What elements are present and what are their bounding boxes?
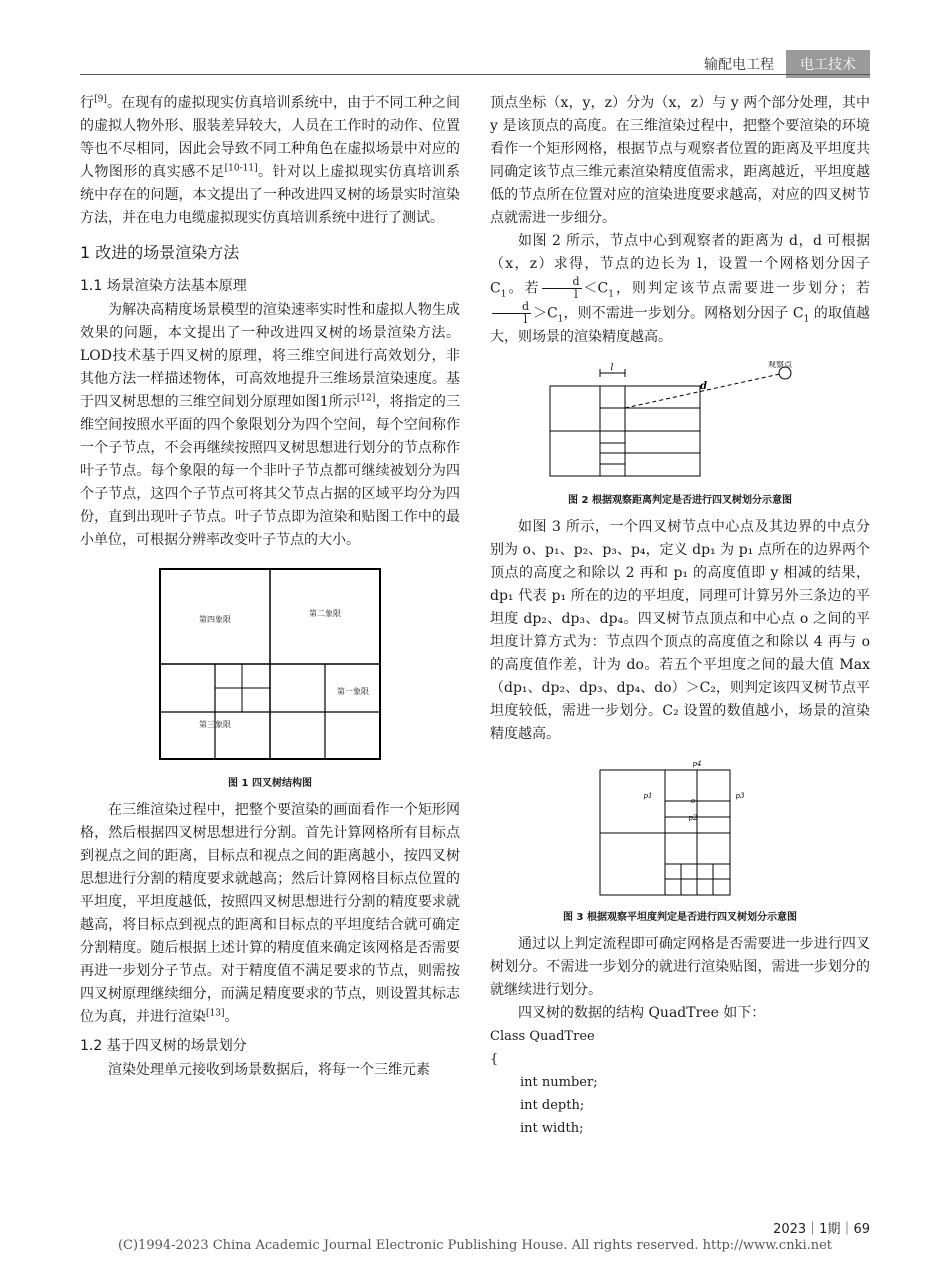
fraction: $\frac{d}{l}$ <box>542 276 581 301</box>
l-label: l <box>610 363 614 373</box>
q3-label: 第三象限 <box>199 720 231 729</box>
code-block <box>490 1025 870 1140</box>
left-column <box>80 92 460 1082</box>
p4-label: p4 <box>692 760 702 768</box>
quadtree-structure-diagram <box>155 564 385 764</box>
flatness-diagram <box>590 758 770 898</box>
o-label: o <box>690 797 696 805</box>
code-line: int width; <box>520 1121 584 1136</box>
paragraph: 四叉树的数据的结构 QuadTree 如下： <box>518 1005 766 1021</box>
paragraph: 在三维渲染过程中，把整个要渲染的画面看作一个矩形网格，然后根据四叉树思想进行分割。首先计算网格所有目标点到视点之间的距离，目标点和视点之间的距离越小，按四叉树思想进行分割的精度要求就越高；然后计算网格目标点位置的平坦度，平坦度越低，按照四叉树思想进行分割的精度要求就越高，将目标点到视点的距离和目标点的平坦度结合就可确定分割精度。随后根据上述计算的精度值来确定该网格是否需要再进一步划分子节点。对于精度值不满足要求的节点，则需按四叉树原理继续细分，而满足精度要求的节点，则设置其标志位为真，并进行渲染[13]。 <box>80 802 460 1025</box>
d-label: d <box>700 381 707 392</box>
q1-label: 第一象限 <box>337 687 369 696</box>
paragraph: 为解决高精度场景模型的渲染速率实时性和虚拟人物生成效果的问题，本文提出了一种改进四叉树的场景渲染方法。LOD技术基于四叉树的原理，将三维空间进行高效划分，非其他方法一样描述物体，可高效地提升三维场景渲染速度。基于四叉树思想的三维空间划分原理如图1所示[12]，将指定的三维空间按照水平面的四个象限划分为四个空间，每个空间称作一个子节点，不会再继续按照四叉树思想进行划分的节点称作叶子节点。每个象限的每一个非叶子节点都可继续被划分为四个子节点，这四个子节点可将其父节点占据的区域平均分为四份，直到出现叶子节点。叶子节点即为渲染和贴图工作中的最小单位，可根据分辨率改变叶子节点的大小。 <box>80 302 461 548</box>
paragraph: 如图 3 所示，一个四叉树节点中心点及其边界的中点分别为 o、p₁、p₂、p₃、p₄，定义 dp₁ 为 p₁ 点所在的边界两个顶点的高度之和除以 2 再和 p₁ 的高度值即 y 相减的结果，dp₁ 代表 p₁ 所在的边的平坦度，同理可计算另外三条边的平坦度 dp₂、dp₃、dp₄。四叉树节点顶点和中心点 o 之间的平坦度计算方式为：节点四个顶点的高度值之和除以 4 再与 o 的高度值作差，计为 do。若五个平坦度之间的最大值 Max（dp₁、dp₂、dp₃、dp₄、do）＞C₂，则判定该四叉树节点平坦度较低，需进一步划分。C₂ 设置的数值越小，场景的渲染精度越高。 <box>490 519 870 742</box>
p2-label: p2 <box>688 814 698 822</box>
p3-label: p3 <box>735 792 745 800</box>
page-number: 2023｜1期｜69 <box>773 1222 870 1237</box>
section-title: 输配电工程 <box>704 57 774 73</box>
right-column <box>490 92 870 1140</box>
figure-1 <box>80 564 460 789</box>
copyright-notice: (C)1994-2023 China Academic Journal Electronic Publishing House. All rights reserved. http://www.cnki.net <box>117 1238 833 1253</box>
paragraph: 渲染处理单元接收到场景数据后，将每一个三维元素 <box>108 1062 430 1078</box>
p1-label: p1 <box>643 792 653 800</box>
figure-2 <box>490 361 870 506</box>
paragraph: 行[9]。在现有的虚拟现实仿真培训系统中，由于不同工种之间的虚拟人物外形、服装差异较大，人员在工作时的动作、位置等也不尽相同，因此会导致不同工种角色在虚拟场景中对应的人物图形的真实感不足[10-11]。针对以上虚拟现实仿真培训系统中存在的问题，本文提出了一种改进四叉树的场景实时渲染方法，并在电力电缆虚拟现实仿真培训系统中进行了测试。 <box>80 94 461 226</box>
paragraph: 如图 2 所示，节点中心到观察者的距离为 d，d 可根据（x，z）求得，节点的边长为 l，设置一个网格划分因子 $C_1$。若 $\frac{d}{l}$ $<C_1$，则判定该节点需要进一步划分；若 $\frac{d}{l}$ $>C_1$，则不需进一步划分。网格划分因子 $C_1$ 的取值越大，则场景的渲染精度越高。 <box>490 233 871 345</box>
code-line: Class QuadTree <box>490 1029 595 1044</box>
header-divider <box>80 74 870 75</box>
subsection-heading: 1.2 基于四叉树的场景划分 <box>80 1038 247 1054</box>
section-heading: 1 改进的场景渲染方法 <box>80 243 240 262</box>
q4-label: 第四象限 <box>199 615 231 624</box>
code-line: int number; <box>520 1075 598 1090</box>
paragraph: 顶点坐标（x，y，z）分为（x，z）与 y 两个部分处理，其中 y 是该顶点的高度。在三维渲染过程中，把整个要渲染的环境看作一个矩形网格，根据节点与观察者位置的距离及平坦度共同确定该节点三维元素渲染精度值需求，距离越近，平坦度越低的节点所在位置对应的渲染进度要求越高，对应的四叉树节点就需进一步细分。 <box>490 95 870 226</box>
observer-label: 观察点 <box>768 361 792 369</box>
figure-caption: 图 1 四叉树结构图 <box>228 778 312 789</box>
paragraph: 通过以上判定流程即可确定网格是否需要进一步进行四叉树划分。不需进一步划分的就进行渲染贴图，需进一步划分的就继续进行划分。 <box>490 936 870 998</box>
figure-caption: 图 3 根据观察平坦度判定是否进行四叉树划分示意图 <box>563 912 797 923</box>
q2-label: 第二象限 <box>309 609 341 618</box>
observation-distance-diagram <box>540 361 820 481</box>
code-line: { <box>490 1052 499 1067</box>
fraction: $\frac{d}{l}$ <box>492 301 531 326</box>
subsection-heading: 1.1 场景渲染方法基本原理 <box>80 278 247 294</box>
code-line: int depth; <box>520 1098 585 1113</box>
figure-3 <box>490 758 870 923</box>
category-badge: 电工技术 <box>786 50 870 78</box>
figure-caption: 图 2 根据观察距离判定是否进行四叉树划分示意图 <box>568 495 792 506</box>
